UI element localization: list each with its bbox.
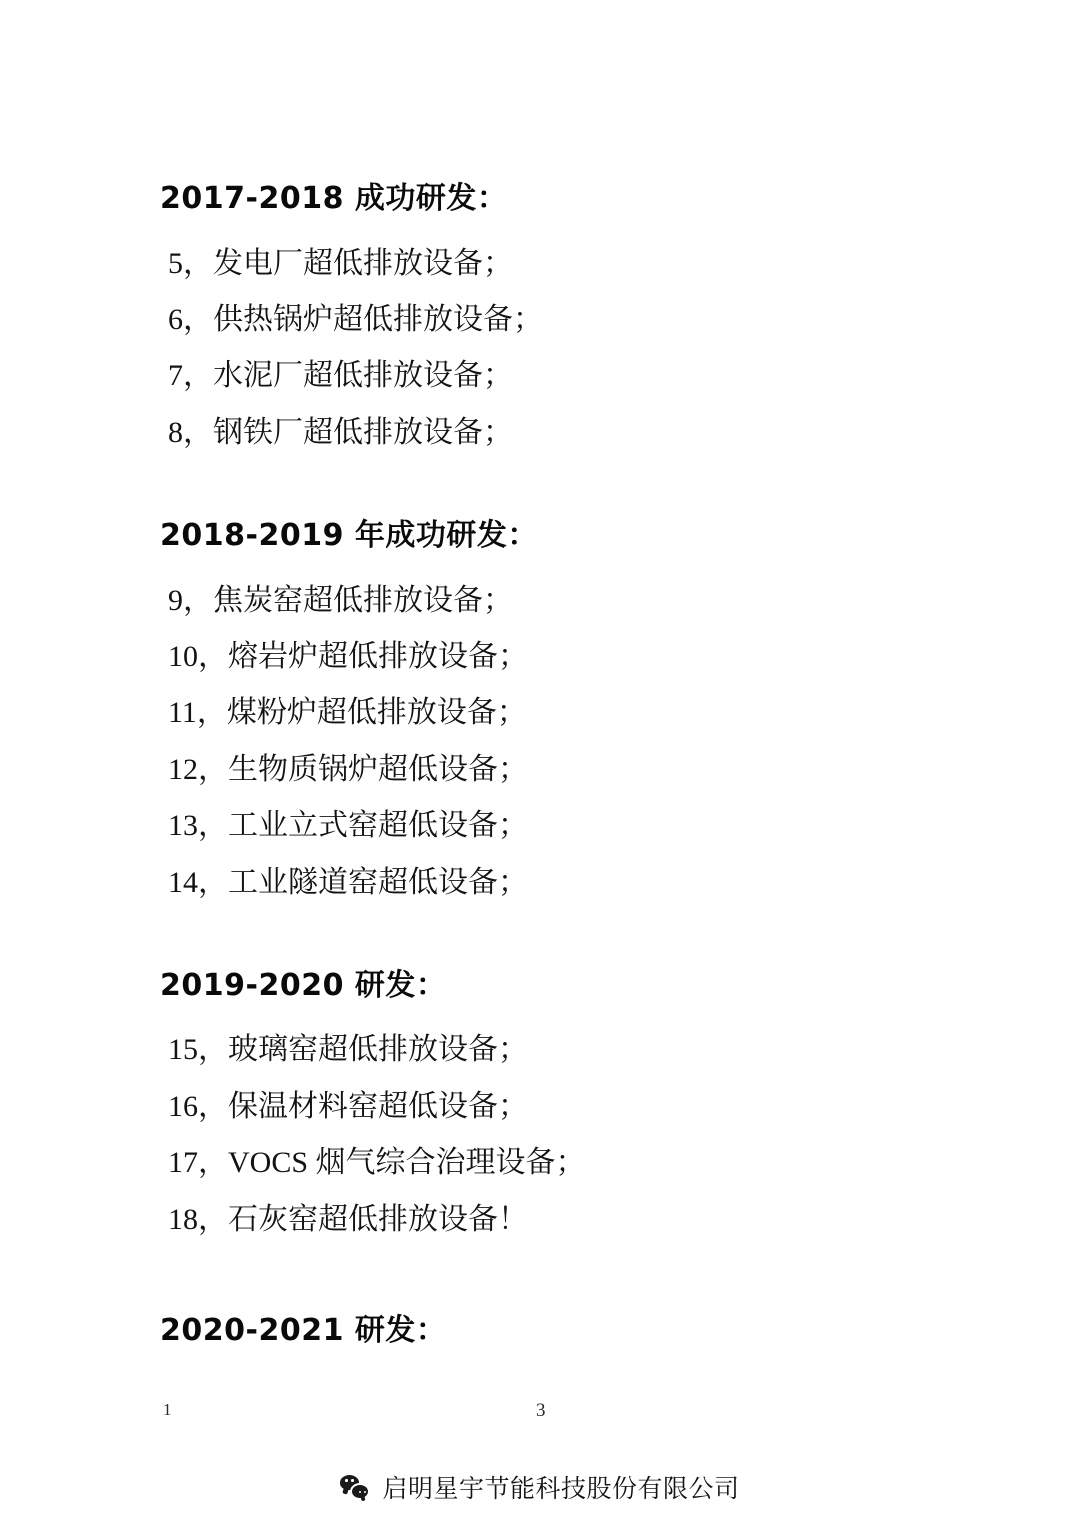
section-heading: 2019-2020 研发： bbox=[160, 967, 447, 1003]
brand-footer bbox=[0, 1462, 1080, 1512]
page-number: 3 bbox=[536, 1400, 546, 1421]
section-2019-2020 bbox=[160, 967, 920, 1248]
section-spacer bbox=[160, 1278, 920, 1312]
document-body bbox=[160, 180, 920, 1379]
footer-left-number: 1 bbox=[163, 1400, 172, 1419]
section-2018-2019 bbox=[160, 517, 920, 911]
section-heading: 2020-2021 研发： bbox=[160, 1312, 447, 1348]
list-item: 11，煤粉炉超低排放设备； bbox=[168, 696, 527, 730]
list-item: 9，焦炭窑超低排放设备； bbox=[168, 583, 513, 617]
brand-inner bbox=[340, 1469, 739, 1505]
section-2017-2018 bbox=[160, 180, 920, 461]
list-item: 7，水泥厂超低排放设备； bbox=[168, 359, 513, 393]
list-item: 14，工业隧道窑超低设备； bbox=[168, 865, 528, 899]
section-spacer bbox=[160, 941, 920, 967]
list-item: 16，保温材料窑超低设备； bbox=[168, 1089, 528, 1123]
list-item: 5，发电厂超低排放设备； bbox=[168, 246, 513, 280]
brand-name: 启明星宇节能科技股份有限公司 bbox=[382, 1474, 740, 1503]
list-item: 12，生物质锅炉超低设备； bbox=[168, 752, 528, 786]
section-2020-2021 bbox=[160, 1312, 920, 1350]
list-item: 10，熔岩炉超低排放设备； bbox=[168, 639, 528, 673]
section-spacer bbox=[160, 491, 920, 517]
section-heading: 2017-2018 成功研发： bbox=[160, 181, 508, 216]
list-item: 17，VOCS 烟气综合治理设备； bbox=[168, 1146, 586, 1180]
list-item: 6，供热锅炉超低排放设备； bbox=[168, 302, 543, 336]
section-heading: 2018-2019 年成功研发： bbox=[160, 518, 538, 554]
list-item: 13，工业立式窑超低设备； bbox=[168, 809, 528, 843]
page-footer-numbers bbox=[0, 1400, 1080, 1430]
list-item: 8，钢铁厂超低排放设备； bbox=[168, 415, 513, 449]
list-item: 15，玻璃窑超低排放设备； bbox=[168, 1033, 528, 1067]
list-item: 18，石灰窑超低排放设备！ bbox=[168, 1202, 528, 1236]
wechat-icon bbox=[340, 1474, 370, 1500]
